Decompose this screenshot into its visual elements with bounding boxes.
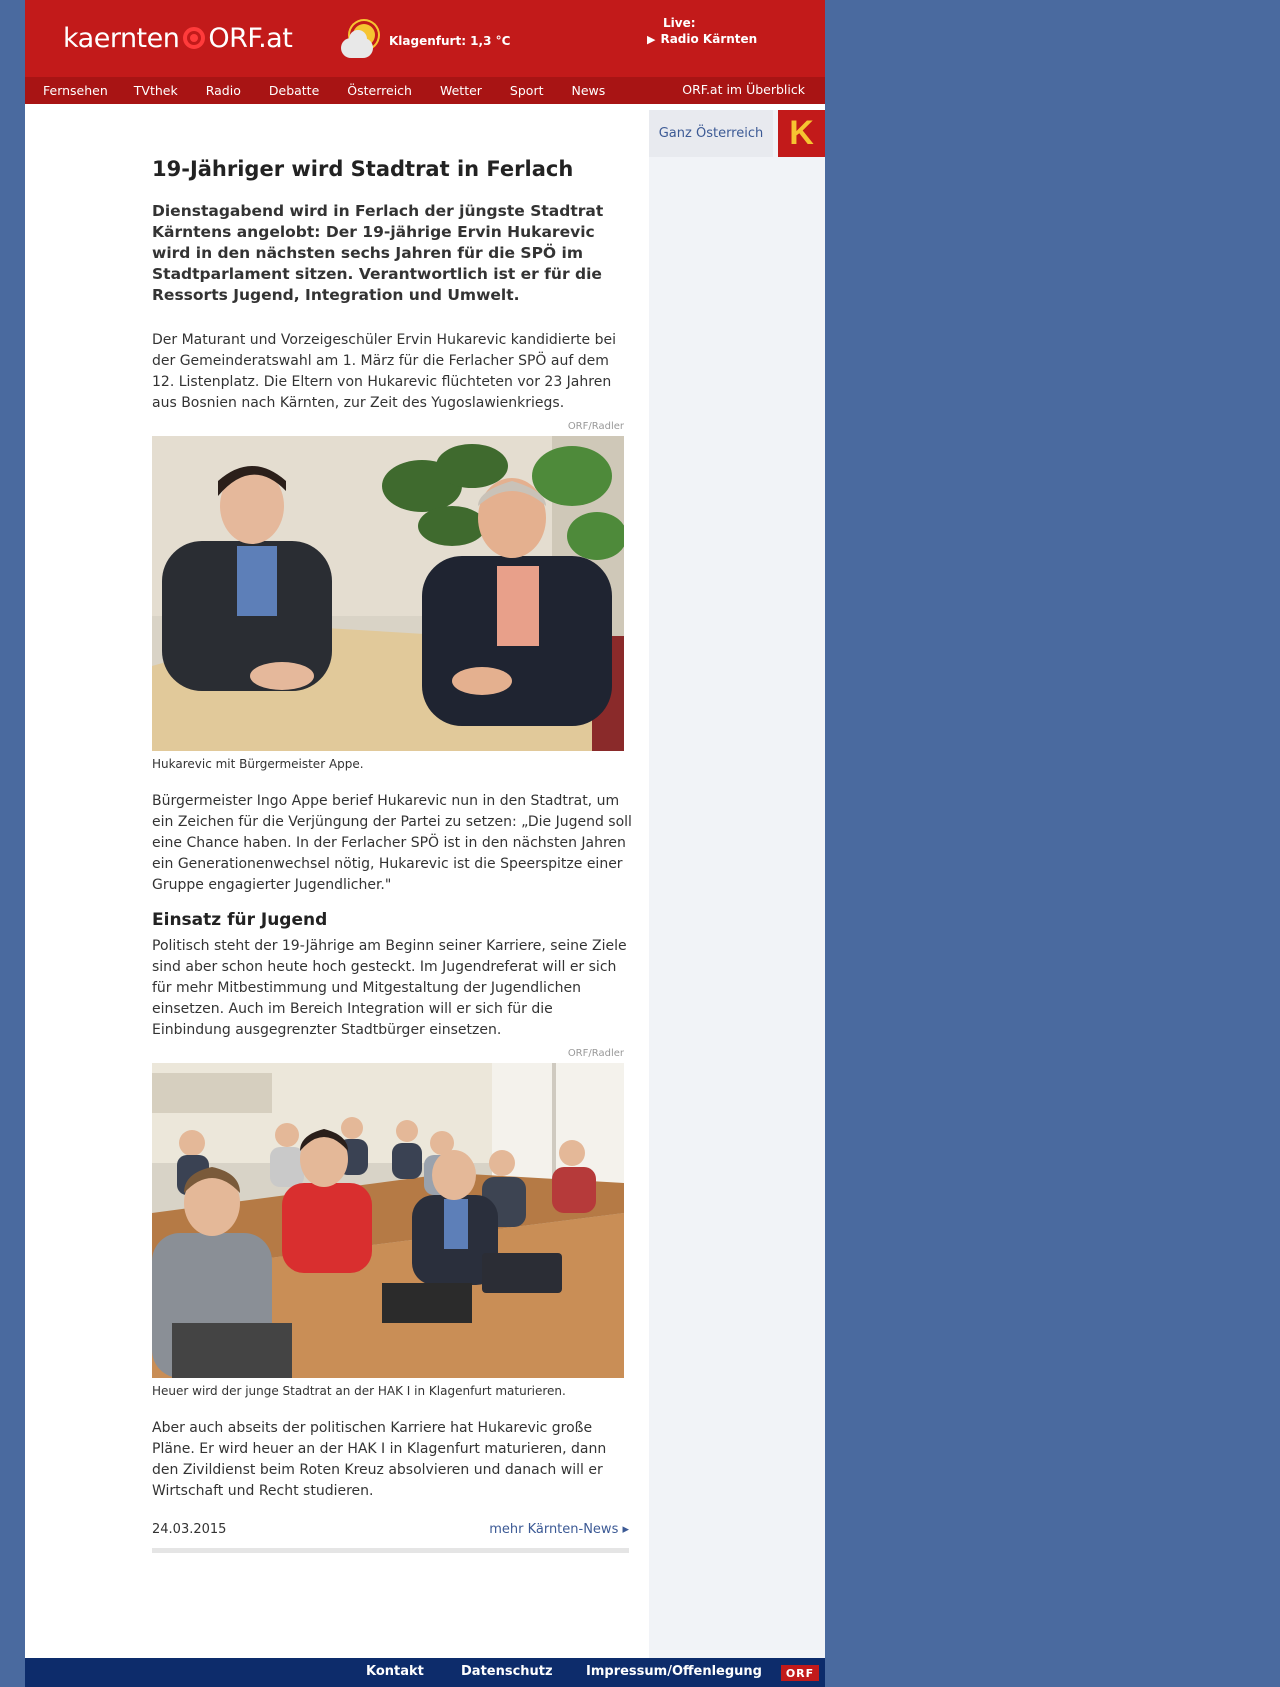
- meeting-photo-image: [152, 436, 624, 751]
- article-meta-row: [152, 1522, 629, 1537]
- paragraph-1: Der Maturant und Vorzeigeschüler Ervin Hukarevic kandidierte bei der Gemeinderatswahl am 1. März für die Ferlacher SPÖ auf dem 12. Listenplatz. Die Eltern von Hukarevic flüchteten vor 23 Jahren aus Bosnien nach Kärnten, zur Zeit des Yugoslawienkriegs.: [152, 332, 616, 411]
- main-nav: [25, 77, 825, 104]
- nav-item-debatte[interactable]: Debatte: [268, 83, 320, 98]
- paragraph-2: Bürgermeister Ingo Appe berief Hukarevic nun in den Stadtrat, um ein Zeichen für die Verjüngung der Partei zu setzen: „Die Jugend soll eine Chance haben. In der Ferlacher SPÖ ist in den nächsten Jahren ein Generationenwechsel nötig, Hukarevic ist die Speerspitze einer Gruppe engagierter Jugendlicher.": [152, 793, 632, 893]
- more-news-link[interactable]: mehr Kärnten-News ▸: [489, 1522, 629, 1537]
- nav-item-tvthek[interactable]: TVthek: [133, 83, 178, 98]
- article-footer: [152, 1514, 632, 1554]
- paragraph-3: Politisch steht der 19-Jährige am Beginn seiner Karriere, seine Ziele sind aber schon heute hoch gesteckt. Im Jugendreferat will er sich für mehr Mitbestimmung und Mitgestaltung der Jugendlichen einsetzen. Auch im Bereich Integration will er sich für die Einbindung ausgegrenzter Stadtbürger einsetzen.: [152, 938, 627, 1038]
- photo-caption-2: Heuer wird der junge Stadtrat an der HAK I in Klagenfurt maturieren.: [152, 1384, 566, 1398]
- photo-credit-1: ORF/Radler: [567, 421, 624, 432]
- site-logo[interactable]: [63, 20, 292, 56]
- photo-classroom[interactable]: [152, 1063, 624, 1378]
- logo-region: kaernten: [63, 22, 180, 54]
- paragraph-4: Aber auch abseits der politischen Karriere hat Hukarevic große Pläne. Er wird heuer an der HAK I in Klagenfurt maturieren, dann den Zivildienst beim Roten Kreuz absolvieren und danach will er Wirtschaft und Recht studieren.: [152, 1420, 607, 1499]
- logo-brand: ORF.at: [208, 22, 293, 54]
- article: [152, 155, 632, 1554]
- weather-text: Klagenfurt: 1,3 °C: [389, 34, 511, 48]
- sun-cloud-icon: [339, 18, 385, 64]
- nav-item-oesterreich[interactable]: Österreich: [347, 83, 412, 98]
- ganz-oesterreich-button[interactable]: Ganz Österreich: [649, 110, 773, 157]
- nav-item-sport[interactable]: Sport: [509, 83, 544, 98]
- weather-widget[interactable]: [339, 18, 510, 64]
- live-station: Radio Kärnten: [660, 32, 758, 46]
- right-column: [649, 110, 825, 1658]
- orf-footer-logo[interactable]: ORF: [781, 1665, 819, 1681]
- nav-item-fernsehen[interactable]: Fernsehen: [43, 83, 108, 98]
- live-radio[interactable]: [647, 15, 757, 48]
- site-container: [25, 0, 825, 1687]
- footer-datenschutz-link[interactable]: Datenschutz: [461, 1664, 553, 1679]
- article-title: 19-Jähriger wird Stadtrat in Ferlach: [152, 157, 574, 181]
- article-divider: [152, 1548, 629, 1553]
- play-icon: ▶: [647, 33, 656, 46]
- header: [25, 0, 825, 104]
- article-lead: Dienstagabend wird in Ferlach der jüngste Stadtrat Kärntens angelobt: Der 19-jährige Ervin Hukarevic wird in den nächsten sechs Jahren für die SPÖ im Stadtparlament sitzen. Verantwortlich ist er für die Ressorts Jugend, Integration und Umwelt.: [152, 202, 604, 304]
- nav-item-radio[interactable]: Radio: [205, 83, 241, 98]
- footer-bar: [25, 1658, 825, 1687]
- photo-meeting[interactable]: [152, 436, 624, 751]
- nav-orf-overview[interactable]: ORF.at im Überblick: [682, 82, 805, 97]
- footer-kontakt-link[interactable]: Kontakt: [366, 1664, 424, 1679]
- article-date: 24.03.2015: [152, 1522, 227, 1537]
- nav-item-news[interactable]: News: [571, 83, 606, 98]
- header-top: [25, 0, 825, 77]
- classroom-photo-image: [152, 1063, 624, 1378]
- footer-impressum-link[interactable]: Impressum/Offenlegung: [586, 1664, 762, 1679]
- nav-item-wetter[interactable]: Wetter: [439, 83, 482, 98]
- live-label: Live:: [663, 16, 696, 30]
- kaernten-k-icon: K: [789, 114, 814, 152]
- photo-caption-1: Hukarevic mit Bürgermeister Appe.: [152, 757, 364, 771]
- section-heading: Einsatz für Jugend: [152, 910, 328, 930]
- orf-ring-icon: [183, 27, 205, 49]
- kaernten-badge[interactable]: [778, 110, 825, 157]
- photo-credit-2: ORF/Radler: [567, 1048, 624, 1059]
